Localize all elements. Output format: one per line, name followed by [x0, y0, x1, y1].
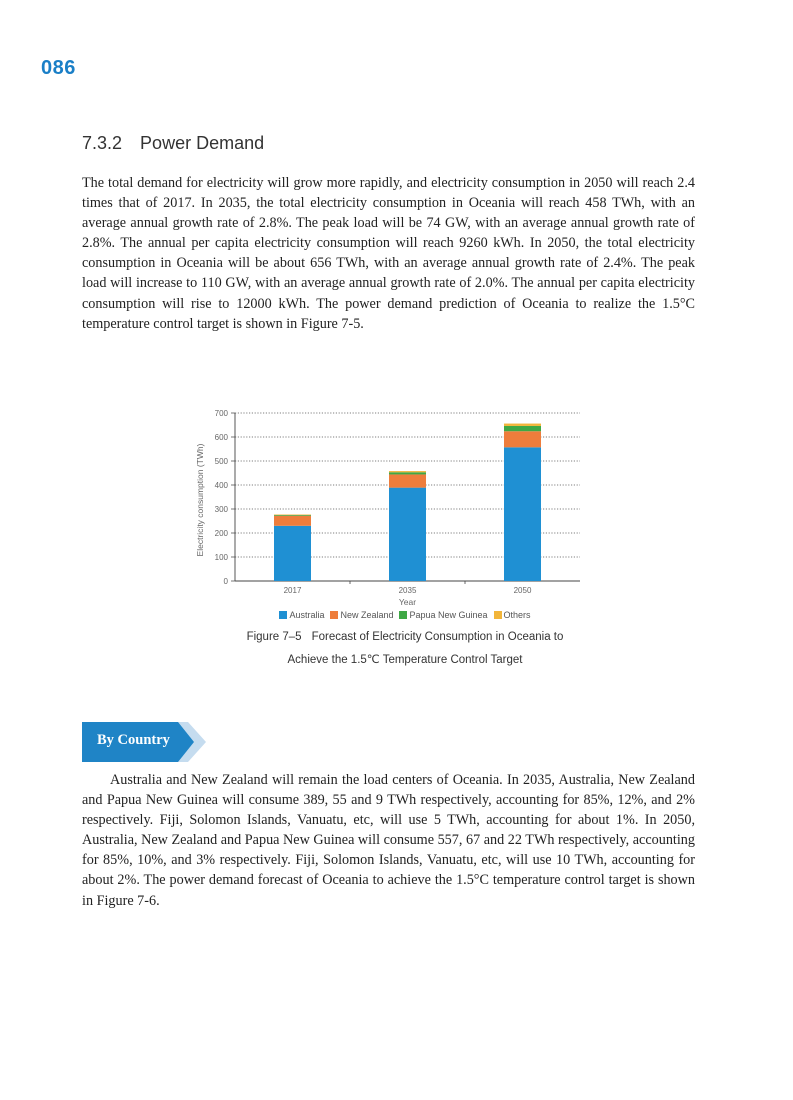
legend-label: Others [503, 610, 531, 620]
body-paragraph-intro: The total demand for electricity will grow more rapidly, and electricity consumption in 2050 will reach 2.4 times that of 2017. In 2035, the total electricity consumption in Oceania will reach 458 TWh, with an average annual growth rate of 2.8%. The peak load will be 74 GW, with an average annual growth rate of 2.8%. The annual per capita electricity consumption will reach 9260 kWh. In 2050, the total electricity consumption in Oceania will be about 656 TWh, with an average annual growth rate of 2.4%. The peak load will increase to 110 GW, with an average annual growth rate of 2.0%. The annual per capita electricity consumption will rise to 12000 kWh. The power demand prediction of Oceania to realize the 1.5°C temperature control target is shown in Figure 7-5. [82, 175, 695, 332]
y-tick-label-400: 400 [214, 481, 228, 490]
bar-others-2050 [504, 424, 541, 426]
bar-new-zealand-2017 [274, 516, 311, 526]
y-tick-label-100: 100 [214, 553, 228, 562]
y-tick-label-200: 200 [214, 529, 228, 538]
section-title: Power Demand [140, 133, 265, 153]
y-tick-label-500: 500 [214, 457, 228, 466]
bar-papua-new-guinea-2050 [504, 426, 541, 431]
page-number: 086 [41, 57, 76, 79]
x-tick-label-2017: 2017 [283, 586, 302, 595]
legend-item-papua-new-guinea [399, 610, 487, 620]
figure-caption-text-1: Forecast of Electricity Consumption in Oceania to [311, 631, 564, 643]
y-axis-title: Electricity consumption (TWh) [195, 443, 205, 557]
legend-label: Australia [289, 610, 325, 620]
section-number: 7.3.2 [82, 133, 123, 153]
y-tick-label-0: 0 [223, 577, 228, 586]
legend-swatch [399, 611, 407, 619]
legend-item-others [494, 610, 531, 620]
bar-papua-new-guinea-2035 [389, 472, 426, 474]
body-paragraph-by-country: Australia and New Zealand will remain the load centers of Oceania. In 2035, Australia, New Zealand and Papua New Guinea will consume 389, 55 and 9 TWh respectively, accounting for 85%, 12%, and 2% respectively. Fiji, Solomon Islands, Vanuatu, etc, will use 5 TWh, accounting for about 1%. In 2050, Australia, New Zealand and Papua New Guinea will consume 557, 67 and 22 TWh respectively, accounting for 85%, 10%, and 3% respectively. Fiji, Solomon Islands, Vanuatu, etc, will use 10 TWh, accounting for about 2%. The power demand forecast of Oceania to achieve the 1.5°C temperature control target is shown in Figure 7-6. [82, 772, 695, 909]
y-tick-label-700: 700 [214, 409, 228, 418]
legend-label: New Zealand [340, 610, 394, 620]
legend-label: Papua New Guinea [409, 610, 488, 620]
figure-label: Figure 7–5 [246, 631, 302, 643]
bar-australia-2050 [504, 447, 541, 581]
electricity-consumption-chart [190, 400, 620, 608]
y-tick-label-600: 600 [214, 433, 228, 442]
legend-item-new-zealand [330, 610, 393, 620]
badge-label: By Country [97, 732, 170, 748]
y-tick-label-300: 300 [214, 505, 228, 514]
x-tick-label-2050: 2050 [513, 586, 532, 595]
legend-swatch [494, 611, 502, 619]
bar-papua-new-guinea-2017 [274, 515, 311, 516]
x-tick-label-2035: 2035 [398, 586, 417, 595]
bar-australia-2035 [389, 488, 426, 581]
figure-caption-line-1 [190, 631, 620, 643]
bar-new-zealand-2035 [389, 474, 426, 487]
chart-legend [190, 610, 620, 620]
section-heading [82, 133, 264, 154]
bar-new-zealand-2050 [504, 431, 541, 447]
x-axis-title: Year [398, 597, 417, 607]
legend-swatch [330, 611, 338, 619]
figure-caption-line-2: Achieve the 1.5℃ Temperature Control Target [287, 654, 523, 666]
by-country-badge [82, 722, 208, 762]
bar-others-2035 [389, 471, 426, 472]
legend-item-australia [279, 610, 324, 620]
legend-swatch [279, 611, 287, 619]
bar-australia-2017 [274, 526, 311, 581]
